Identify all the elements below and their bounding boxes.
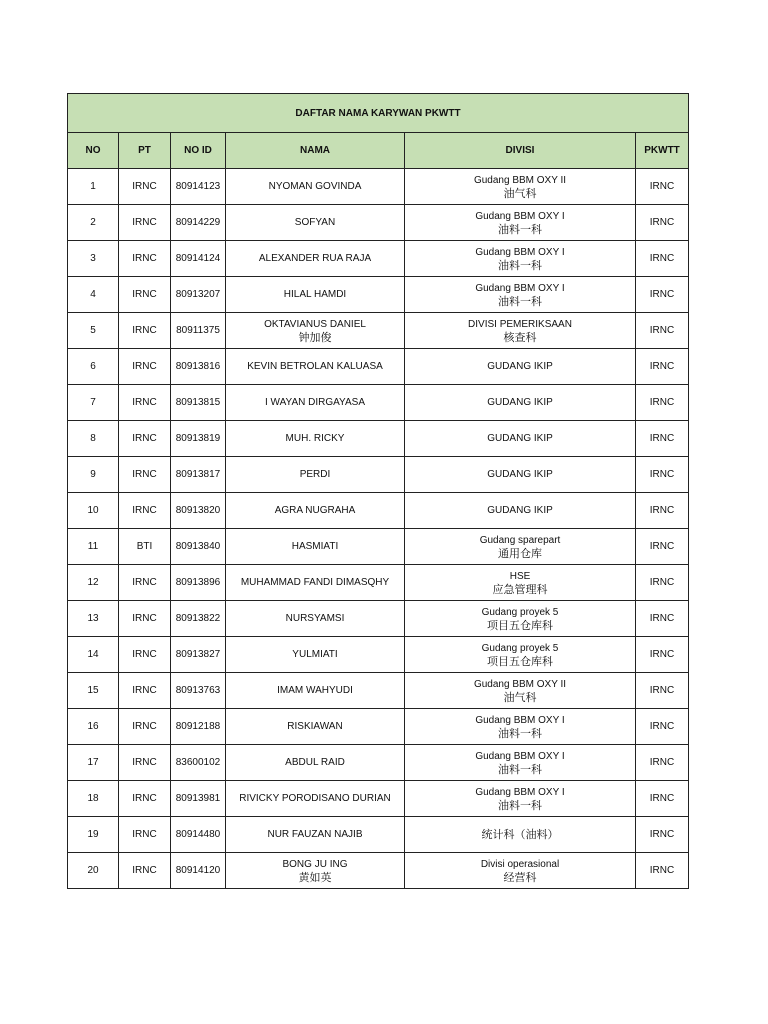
cell-nama	[226, 817, 405, 853]
cell-no: 17	[68, 745, 119, 781]
cell-no: 1	[68, 169, 119, 205]
cell-divisi-text: Gudang sparepart	[479, 534, 561, 546]
cell-divisi-text: Gudang BBM OXY I	[475, 282, 565, 294]
cell-nama-text: HILAL HAMDI	[283, 289, 347, 300]
cell-pt: IRNC	[119, 385, 171, 421]
cell-nama-text: IMAM WAHYUDI	[277, 685, 353, 696]
cell-divisi	[405, 709, 636, 745]
cell-nama	[226, 601, 405, 637]
cell-divisi-text: Gudang BBM OXY I	[475, 714, 565, 726]
cell-pt: IRNC	[119, 817, 171, 853]
cell-nama-text: I WAYAN DIRGAYASA	[264, 397, 365, 408]
cell-divisi-text: GUDANG IKIP	[487, 361, 553, 372]
cell-no-id: 80914123	[171, 169, 226, 205]
cell-divisi	[405, 565, 636, 601]
cell-pt: IRNC	[119, 277, 171, 313]
cell-no-id: 80913981	[171, 781, 226, 817]
cell-pkwtt: IRNC	[636, 169, 689, 205]
cell-nama-text: HASMIATI	[291, 541, 339, 552]
cell-nama	[226, 565, 405, 601]
cell-nama	[226, 457, 405, 493]
cell-nama-text: PERDI	[299, 469, 331, 480]
cell-pt: IRNC	[119, 169, 171, 205]
cell-pt: IRNC	[119, 709, 171, 745]
table-title: DAFTAR NAMA KARYWAN PKWTT	[68, 94, 689, 133]
cell-nama-chinese-text: 黄如英	[298, 870, 332, 884]
cell-no-id: 80911375	[171, 313, 226, 349]
cell-divisi-chinese-text: 核查科	[503, 330, 537, 344]
header-row	[68, 133, 689, 169]
cell-pkwtt: IRNC	[636, 457, 689, 493]
cell-divisi-chinese-text: 项目五仓库科	[487, 654, 553, 668]
cell-nama	[226, 349, 405, 385]
cell-nama	[226, 529, 405, 565]
cell-divisi	[405, 745, 636, 781]
cell-no-id: 80913896	[171, 565, 226, 601]
cell-pkwtt: IRNC	[636, 493, 689, 529]
cell-divisi	[405, 781, 636, 817]
table-row	[68, 313, 689, 349]
table-row	[68, 637, 689, 673]
table-row	[68, 169, 689, 205]
cell-pkwtt: IRNC	[636, 817, 689, 853]
cell-divisi	[405, 313, 636, 349]
cell-pt: IRNC	[119, 457, 171, 493]
cell-nama	[226, 637, 405, 673]
column-header-pt: PT	[119, 133, 171, 169]
cell-pkwtt: IRNC	[636, 565, 689, 601]
cell-no: 12	[68, 565, 119, 601]
cell-pkwtt: IRNC	[636, 853, 689, 889]
cell-divisi-text: Gudang proyek 5	[481, 642, 559, 654]
cell-nama-text: ALEXANDER RUA RAJA	[258, 253, 372, 264]
column-header-divisi: DIVISI	[405, 133, 636, 169]
cell-divisi	[405, 385, 636, 421]
cell-divisi-text: DIVISI PEMERIKSAAN	[468, 318, 572, 330]
cell-pkwtt: IRNC	[636, 241, 689, 277]
cell-divisi	[405, 277, 636, 313]
cell-divisi-chinese-text: 经营科	[503, 870, 537, 884]
cell-pkwtt: IRNC	[636, 637, 689, 673]
cell-nama-text: BONG JU ING	[282, 858, 348, 870]
cell-no: 6	[68, 349, 119, 385]
cell-nama	[226, 313, 405, 349]
cell-no: 2	[68, 205, 119, 241]
cell-divisi	[405, 637, 636, 673]
cell-divisi-text: Gudang BBM OXY II	[473, 174, 567, 186]
cell-divisi-text: Gudang BBM OXY I	[475, 210, 565, 222]
cell-pkwtt: IRNC	[636, 385, 689, 421]
cell-divisi-text: Gudang BBM OXY I	[475, 246, 565, 258]
cell-nama	[226, 385, 405, 421]
cell-nama	[226, 745, 405, 781]
cell-pkwtt: IRNC	[636, 421, 689, 457]
cell-divisi-chinese-text: 应急管理科	[492, 582, 548, 596]
cell-divisi-chinese-text: 油气科	[503, 690, 537, 704]
cell-nama-text: OKTAVIANUS DANIEL	[264, 318, 366, 330]
cell-nama-text: NUR FAUZAN NAJIB	[267, 829, 363, 840]
cell-no-id: 80913822	[171, 601, 226, 637]
cell-no-id: 80913820	[171, 493, 226, 529]
cell-pkwtt: IRNC	[636, 205, 689, 241]
cell-nama	[226, 241, 405, 277]
cell-divisi-text: Gudang BBM OXY I	[475, 750, 565, 762]
cell-pt: IRNC	[119, 421, 171, 457]
table-row	[68, 853, 689, 889]
cell-no-id: 80913763	[171, 673, 226, 709]
cell-no: 3	[68, 241, 119, 277]
cell-nama-text: RISKIAWAN	[287, 721, 343, 732]
cell-divisi	[405, 853, 636, 889]
table-row	[68, 493, 689, 529]
cell-divisi	[405, 349, 636, 385]
column-header-id: NO ID	[171, 133, 226, 169]
employee-table	[67, 93, 689, 889]
cell-pkwtt: IRNC	[636, 313, 689, 349]
cell-no-id: 80913815	[171, 385, 226, 421]
cell-divisi	[405, 601, 636, 637]
cell-no-id: 80912188	[171, 709, 226, 745]
cell-pt: IRNC	[119, 493, 171, 529]
cell-nama	[226, 493, 405, 529]
cell-nama-text: RIVICKY PORODISANO DURIAN	[239, 793, 391, 804]
employee-sheet	[67, 93, 689, 889]
cell-no: 10	[68, 493, 119, 529]
cell-no: 8	[68, 421, 119, 457]
cell-pt: IRNC	[119, 673, 171, 709]
column-header-pkwtt: PKWTT	[636, 133, 689, 169]
table-row	[68, 709, 689, 745]
table-row	[68, 745, 689, 781]
table-row	[68, 565, 689, 601]
cell-divisi-chinese-text: 油料一科	[498, 222, 542, 236]
cell-divisi-chinese-text: 项目五仓库科	[487, 618, 553, 632]
cell-divisi	[405, 529, 636, 565]
table-row	[68, 421, 689, 457]
cell-pkwtt: IRNC	[636, 277, 689, 313]
cell-nama	[226, 421, 405, 457]
cell-no: 4	[68, 277, 119, 313]
cell-nama	[226, 781, 405, 817]
cell-divisi	[405, 421, 636, 457]
cell-pkwtt: IRNC	[636, 601, 689, 637]
table-row	[68, 781, 689, 817]
cell-pt: IRNC	[119, 745, 171, 781]
cell-no: 18	[68, 781, 119, 817]
cell-nama-chinese-text: 钟加俊	[298, 330, 332, 344]
cell-pkwtt: IRNC	[636, 781, 689, 817]
cell-divisi-chinese-text: 统计科（油料）	[481, 828, 559, 841]
cell-divisi-chinese-text: 油料一科	[498, 798, 542, 812]
cell-pt: IRNC	[119, 781, 171, 817]
cell-divisi	[405, 673, 636, 709]
cell-divisi	[405, 205, 636, 241]
table-row	[68, 529, 689, 565]
cell-no: 20	[68, 853, 119, 889]
cell-no: 15	[68, 673, 119, 709]
cell-divisi-chinese-text: 通用仓库	[498, 546, 542, 560]
cell-nama-text: YULMIATI	[292, 649, 338, 660]
cell-pt: IRNC	[119, 313, 171, 349]
cell-divisi	[405, 817, 636, 853]
cell-no: 7	[68, 385, 119, 421]
cell-divisi-text: HSE	[509, 570, 531, 582]
cell-divisi-text: Gudang proyek 5	[481, 606, 559, 618]
cell-divisi-text: GUDANG IKIP	[487, 433, 553, 444]
table-row	[68, 673, 689, 709]
cell-divisi	[405, 457, 636, 493]
cell-nama	[226, 853, 405, 889]
cell-no-id: 80914120	[171, 853, 226, 889]
cell-no-id: 80914480	[171, 817, 226, 853]
cell-no: 19	[68, 817, 119, 853]
cell-no: 11	[68, 529, 119, 565]
cell-divisi	[405, 169, 636, 205]
cell-pt: BTI	[119, 529, 171, 565]
cell-no: 9	[68, 457, 119, 493]
cell-no-id: 80913827	[171, 637, 226, 673]
cell-divisi-text: GUDANG IKIP	[487, 505, 553, 516]
table-row	[68, 277, 689, 313]
cell-pt: IRNC	[119, 205, 171, 241]
cell-pkwtt: IRNC	[636, 349, 689, 385]
cell-pt: IRNC	[119, 349, 171, 385]
cell-nama	[226, 673, 405, 709]
table-row	[68, 385, 689, 421]
cell-no: 13	[68, 601, 119, 637]
cell-no-id: 80913819	[171, 421, 226, 457]
column-header-no: NO	[68, 133, 119, 169]
cell-pkwtt: IRNC	[636, 745, 689, 781]
cell-no-id: 80913817	[171, 457, 226, 493]
table-row	[68, 241, 689, 277]
cell-divisi-text: GUDANG IKIP	[487, 469, 553, 480]
cell-nama-text: MUHAMMAD FANDI DIMASQHY	[240, 577, 390, 588]
cell-no-id: 83600102	[171, 745, 226, 781]
cell-divisi-text: GUDANG IKIP	[487, 397, 553, 408]
title-row	[68, 94, 689, 133]
cell-no-id: 80914124	[171, 241, 226, 277]
cell-nama	[226, 169, 405, 205]
column-header-nama: NAMA	[226, 133, 405, 169]
cell-no-id: 80913207	[171, 277, 226, 313]
table-row	[68, 601, 689, 637]
cell-pt: IRNC	[119, 601, 171, 637]
table-row	[68, 205, 689, 241]
cell-pkwtt: IRNC	[636, 709, 689, 745]
cell-nama-text: NURSYAMSI	[285, 613, 345, 624]
cell-no-id: 80914229	[171, 205, 226, 241]
cell-divisi-chinese-text: 油料一科	[498, 258, 542, 272]
cell-nama	[226, 205, 405, 241]
cell-divisi-chinese-text: 油气科	[503, 186, 537, 200]
table-body	[68, 169, 689, 889]
cell-nama-text: MUH. RICKY	[285, 433, 345, 444]
cell-pt: IRNC	[119, 565, 171, 601]
cell-nama-text: AGRA NUGRAHA	[274, 505, 356, 516]
cell-no: 14	[68, 637, 119, 673]
cell-nama-text: NYOMAN GOVINDA	[268, 181, 362, 192]
cell-divisi-chinese-text: 油料一科	[498, 294, 542, 308]
table-row	[68, 817, 689, 853]
cell-no-id: 80913816	[171, 349, 226, 385]
cell-divisi	[405, 493, 636, 529]
table-row	[68, 349, 689, 385]
cell-pkwtt: IRNC	[636, 529, 689, 565]
cell-nama-text: KEVIN BETROLAN KALUASA	[247, 361, 383, 372]
cell-divisi-text: Gudang BBM OXY II	[473, 678, 567, 690]
cell-pt: IRNC	[119, 637, 171, 673]
cell-divisi-text: Divisi operasional	[480, 858, 560, 870]
cell-divisi	[405, 241, 636, 277]
cell-divisi-chinese-text: 油料一科	[498, 762, 542, 776]
table-row	[68, 457, 689, 493]
cell-pkwtt: IRNC	[636, 673, 689, 709]
cell-nama-text: SOFYAN	[294, 217, 336, 228]
cell-nama-text: ABDUL RAID	[285, 757, 345, 768]
cell-pt: IRNC	[119, 853, 171, 889]
cell-no: 5	[68, 313, 119, 349]
cell-nama	[226, 709, 405, 745]
cell-nama	[226, 277, 405, 313]
cell-pt: IRNC	[119, 241, 171, 277]
cell-divisi-chinese-text: 油料一科	[498, 726, 542, 740]
cell-divisi-text: Gudang BBM OXY I	[475, 786, 565, 798]
cell-no-id: 80913840	[171, 529, 226, 565]
cell-no: 16	[68, 709, 119, 745]
